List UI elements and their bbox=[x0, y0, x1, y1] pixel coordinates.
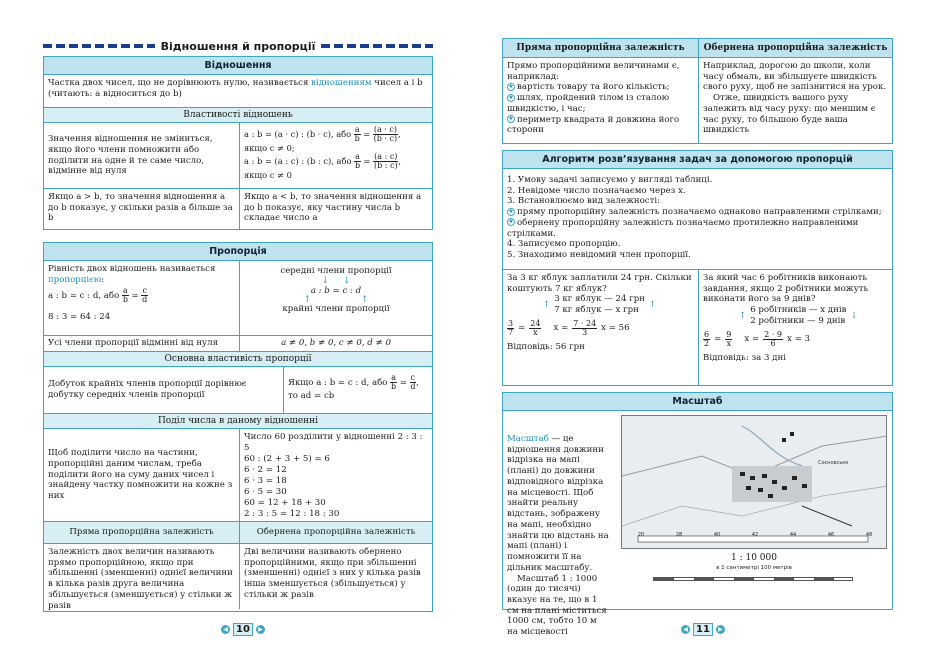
prop1-formula1: a : b = (a · c) : (b · c), або $\frac{a}{b}$ = $\frac{(a \cdot c)}{(b \cdot c)}$ , bbox=[244, 125, 401, 143]
direct-arrow-left-icon: ↑ bbox=[543, 299, 551, 310]
scale-definition: Масштаб — це відношення довжини відрізка на мапі (плані) до довжини відповідного відрізка на місцевості. Щоб знайти реальну відстань, зображену на мапі, необхідно знайти цю відстань на мапі (плані) і помножити її на дільник масштабу. Масштаб 1 : 1000 (один до тисячі) вказує на те, що в 1 см на плані міститься 1000 см, тобто 10 м на місцевості bbox=[507, 434, 609, 638]
ratio-box bbox=[43, 56, 433, 230]
prev-arrow-icon: ◀ bbox=[681, 625, 690, 634]
arrows-down: ↓↓ bbox=[321, 275, 365, 286]
section-title bbox=[43, 38, 433, 54]
bullet-icon: ★ bbox=[508, 93, 514, 101]
next-arrow-icon: ▶ bbox=[256, 625, 265, 634]
page-number-10: ◀ 10 ▶ bbox=[221, 623, 265, 636]
center-formula: a : b = c : d bbox=[310, 285, 362, 296]
map-drawing bbox=[622, 416, 887, 549]
page-number-11: ◀ 11 ▶ bbox=[681, 623, 725, 636]
ratio-definition: Частка двох чисел, що не дорівнюють нулю, називається відношенням чисел a і b (читають: a відноситься до b) bbox=[48, 78, 423, 99]
map-scale-note: в 1 сантиметрі 100 метрів bbox=[716, 565, 792, 571]
task2: За який час 6 робітників виконають завдання, якщо 2 робітники можуть виконати його за 9 днів? ↑ 6 робітників — x днів 2 робітники — 9 днів ↓ $\frac{6}{2}$ = $\frac{9}{x}$ x = $\frac{2 \cdot 9}{6}$ x = 3 Відповідь: за 3 дні bbox=[703, 273, 869, 363]
arrows-up: ↑↑ bbox=[303, 295, 419, 306]
map-place-label: Сосновське bbox=[818, 460, 849, 466]
prop2-left: Якщо a > b, то значення відношення a до b показує, у скільки разів a більше за b bbox=[44, 189, 240, 229]
map-scale: 1 : 10 000 bbox=[731, 553, 777, 563]
inverse-arrow-left-icon: ↑ bbox=[739, 310, 747, 321]
ratio-props-header: Властивості відношень bbox=[44, 107, 432, 123]
main-property-formula2: то ad = cb bbox=[288, 391, 335, 401]
page-11 bbox=[468, 0, 935, 663]
scale-header: Масштаб bbox=[503, 393, 892, 411]
prop2-right: Якщо a < b, то значення відношення a до b показує, яку частину числа b складає число a bbox=[244, 192, 422, 224]
direct-intro: Прямо пропорційними величинами є, наприклад: bbox=[507, 61, 680, 82]
bullet-icon: ★ bbox=[508, 218, 514, 226]
main-property-formula1: Якщо a : b = c : d, або $\frac{a}{b}$ = $\frac{c}{d}$ , bbox=[288, 373, 419, 391]
scale-bar bbox=[653, 577, 853, 581]
nonzero-formula: a ≠ 0, b ≠ 0, c ≠ 0, d ≠ 0 bbox=[281, 338, 391, 348]
inverse-header: Обернена пропорційна залежність bbox=[256, 527, 416, 537]
main-property-text: Добуток крайніх членів пропорції дорівнює добутку середніх членів пропорції bbox=[44, 367, 284, 413]
algorithm-steps: 1. Умову задачі записуємо у вигляді таблиці. 2. Невідоме число позначаємо через x. 3. Встановлюємо вид залежності: ★ пряму пропорційну залежність позначаємо однаково направленими стрілками; ★ обернену пропорційну залежність позначаємо протилежно направленими стрілками. 4. Записуємо пропорцію. 5. Знаходимо невідомий член пропорції. bbox=[507, 175, 882, 261]
inverse-conclusion: Отже, швидкість вашого руху залежить від часу руху: що меншим є час руху, то більшою буде ваша швидкість bbox=[703, 93, 876, 136]
inverse-text: Дві величини називають обернено пропорційними, якщо при збільшенні (зменшенні) однієї з них у кілька разів інша зменшується (збільшується) у стільки ж разів bbox=[244, 547, 421, 600]
prop1-formula2b: якщо c ≠ 0 bbox=[244, 170, 292, 181]
divide-header: Поділ числа в даному відношенні bbox=[44, 413, 432, 429]
bullet-icon: ★ bbox=[508, 82, 514, 90]
proportion-formula: a : b = c : d, або $\frac{a}{b}$ = $\frac{c}{d}$ bbox=[48, 286, 148, 305]
ratio-header: Відношення bbox=[44, 57, 432, 75]
direct-item: ★ вартість товару та його кількість; bbox=[508, 82, 670, 93]
prop1-text: Значення відношення не зміниться, якщо його члени помножити або поділити на одне й те саме число, відмінне від нуля bbox=[44, 123, 240, 188]
direct-arrow-right-icon: ↑ bbox=[648, 299, 657, 310]
direct-text: Залежність двох величин називають прямо пропорційною, якщо при збільшенні (зменшенні) однієї величини в кілька разів друга величина збільшується (зменшується) у стільки ж разів bbox=[44, 544, 240, 609]
bullet-icon: ★ bbox=[508, 207, 514, 215]
main-property-header: Основна властивість пропорції bbox=[44, 351, 432, 367]
prop1-formula2: a : b = (a : c) : (b : c), або $\frac{a}{b}$ = $\frac{(a : c)}{(b : c)}$ , bbox=[244, 152, 402, 171]
next-arrow-icon: ▶ bbox=[716, 625, 725, 634]
divide-example: Число 60 розділити у відношенні 2 : 3 : 5 60 : (2 + 3 + 5) = 6 6 · 2 = 12 6 · 3 = 18 6 · 5 = 30 60 = 12 + 18 + 30 2 : 3 : 5 = 12 : 18 : 30 bbox=[244, 432, 423, 519]
direct-item: ★ шлях, пройдений тілом із сталою швидкістю, і час; bbox=[507, 93, 670, 114]
algorithm-box bbox=[502, 150, 893, 386]
proportion-definition: Рівність двох відношень називається пропорцією: bbox=[48, 264, 216, 285]
proportion-box bbox=[43, 242, 433, 612]
map-ticks: 20 28 40 42 44 46 48 bbox=[637, 532, 873, 538]
prop1-formula1b: якщо c ≠ 0; bbox=[244, 143, 295, 153]
inverse-example: Наприклад, дорогою до школи, коли часу обмаль, ви збільшуєте швидкість свого руху, щоб не запізнитися на урок. bbox=[703, 61, 887, 93]
proportion-header: Пропорція bbox=[44, 243, 432, 261]
bullet-icon: ★ bbox=[508, 115, 514, 123]
divide-text: Щоб поділити число на частини, пропорційні даним числам, треба поділити його на суму даних чисел і знайдену частку помножити на кожне з них bbox=[44, 429, 240, 521]
algorithm-header: Алгоритм розв’язування задач за допомогою пропорцій bbox=[503, 151, 892, 169]
prev-arrow-icon: ◀ bbox=[221, 625, 230, 634]
page-title: Відношення й пропорції bbox=[160, 39, 316, 53]
scale-box bbox=[502, 392, 893, 638]
topographic-map bbox=[621, 415, 887, 549]
proportion-example: 8 : 3 = 64 : 24 bbox=[48, 312, 111, 323]
extreme-members-label: крайні члени пропорції bbox=[282, 304, 390, 315]
dependency-box bbox=[502, 38, 893, 144]
direct-item: ★ периметр квадрата й довжина його сторони bbox=[507, 114, 680, 136]
direct-header-r: Пряма пропорційна залежність bbox=[503, 39, 699, 57]
inverse-arrow-right-icon: ↓ bbox=[850, 310, 858, 321]
middle-members-label: середні члени пропорції bbox=[280, 266, 392, 276]
direct-header: Пряма пропорційна залежність bbox=[44, 522, 240, 543]
task1: За 3 кг яблук заплатили 24 грн. Скільки коштують 7 кг яблук? ↑ 3 кг яблук — 24 грн 7 кг яблук — x грн ↑ $\frac{3}{7}$ = $\frac{24}{x}$ x = $\frac{7 \cdot 24}{3}$ x = 56 Відповідь: 56 грн bbox=[503, 270, 699, 386]
nonzero-text: Усі члени пропорції відмінні від нуля bbox=[44, 336, 240, 351]
inverse-header-r: Обернена пропорційна залежність bbox=[703, 43, 888, 53]
